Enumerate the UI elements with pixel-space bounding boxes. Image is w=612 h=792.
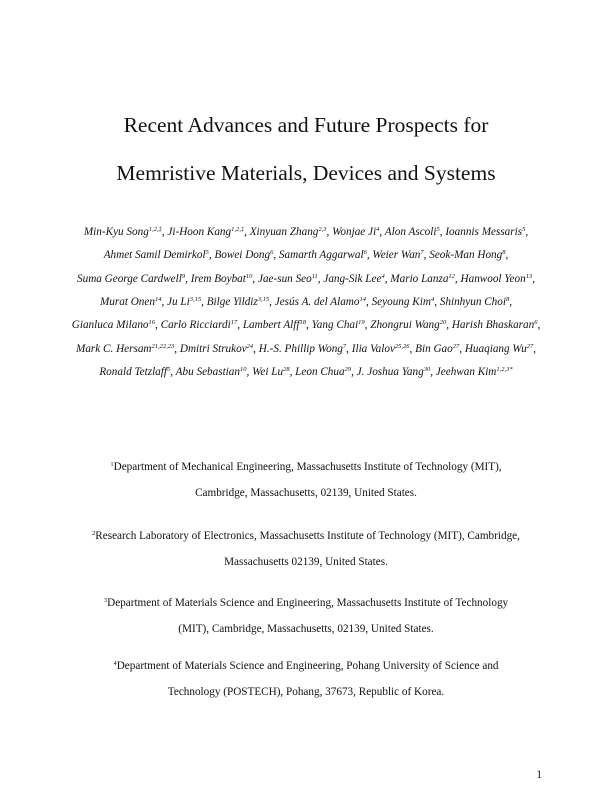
author <box>167 226 247 238</box>
author-affiliation-marks: 28 <box>283 366 290 374</box>
affiliation-1 <box>40 461 572 500</box>
author-name: Irem Boybat <box>190 272 246 285</box>
author-name: Hanwool Yeon <box>460 272 526 285</box>
affiliation-3 <box>40 597 572 636</box>
author <box>99 366 173 378</box>
author-separator: , <box>365 296 369 309</box>
author-name: Wonjae Ji <box>332 226 377 238</box>
author <box>352 343 413 355</box>
author-separator: , <box>459 342 463 355</box>
author-affiliation-marks: 25,26 <box>394 342 410 350</box>
author-separator: , <box>525 226 529 238</box>
author-affiliation-marks: 21,22,23 <box>151 342 175 350</box>
author-affiliation-marks: 10 <box>245 272 253 280</box>
author-separator: , <box>244 226 247 238</box>
author-name: Jesús A. del Alamo <box>274 296 360 309</box>
author-separator: , <box>379 226 383 238</box>
author-separator: , <box>253 342 256 355</box>
author-name: Huaqiang Wu <box>464 342 527 355</box>
affiliation-number: 2 <box>92 530 96 537</box>
author <box>461 273 535 285</box>
author <box>445 226 528 238</box>
author-affiliation-marks: 27 <box>526 342 534 350</box>
author-separator: , <box>446 319 450 332</box>
author <box>440 296 512 308</box>
author-affiliation-marks: 29 <box>344 366 352 374</box>
author <box>243 319 309 331</box>
author-separator: , <box>505 249 509 262</box>
author-name: J. Joshua Yang <box>356 366 424 379</box>
author <box>429 249 508 261</box>
author-separator: , <box>351 366 354 379</box>
author-affiliation-marks: 10 <box>239 366 247 374</box>
author-separator: , <box>208 249 212 262</box>
author-name: Carlo Ricciardi <box>160 319 231 332</box>
affiliation-line: Department of Materials Science and Engineering, Pohang University of Science and <box>116 660 499 672</box>
author-name: Alon Ascoli <box>384 226 437 238</box>
author-affiliation-marks: 16 <box>148 319 156 327</box>
author <box>167 296 204 308</box>
author-name: Yang Chai <box>311 319 359 332</box>
author-name: Ronald Tetzlaff <box>99 366 167 379</box>
author-affiliation-marks: 3,15 <box>189 296 202 304</box>
affiliation-number: 4 <box>113 660 117 667</box>
author-name: Gianluca Milano <box>71 319 149 332</box>
author <box>295 366 354 378</box>
affiliation-number: 1 <box>110 461 114 468</box>
author-name: Harish Bhaskaran <box>451 319 535 332</box>
author-separator: , <box>306 319 309 332</box>
author-name: Murat Onen <box>99 296 155 309</box>
author-separator: , <box>252 272 256 285</box>
author-name: Lambert Alff <box>242 319 300 332</box>
author <box>176 366 250 378</box>
paper-title-line-1: Recent Advances and Future Prospects for <box>123 113 489 137</box>
author <box>332 226 382 238</box>
author <box>312 319 368 331</box>
author <box>390 273 457 285</box>
author <box>252 366 292 378</box>
author-affiliation-marks: 6 <box>534 319 538 327</box>
author-name: Abu Sebastian <box>175 366 240 379</box>
affiliation-line: Cambridge, Massachusetts, 02139, United States. <box>195 487 417 499</box>
author-separator: , <box>273 249 277 262</box>
author-separator: , <box>434 296 437 309</box>
author-name: Min-Kyu Song <box>83 226 149 238</box>
author <box>104 249 212 261</box>
author <box>385 226 443 238</box>
author-separator: , <box>185 272 188 285</box>
author <box>180 343 256 355</box>
author-list <box>70 221 542 384</box>
author-name: Seok-Man Hong <box>429 249 503 262</box>
author-separator: , <box>532 272 535 285</box>
author-separator: , <box>346 342 349 355</box>
author-separator: , <box>533 342 536 355</box>
author-name: Bowei Dong <box>214 249 271 262</box>
affiliation-line: Technology (POSTECH), Pohang, 37673, Republic of Korea. <box>167 686 445 698</box>
author-separator: , <box>430 366 433 379</box>
author <box>372 249 426 261</box>
author-separator: , <box>161 226 165 238</box>
author-separator: , <box>237 319 241 332</box>
author <box>258 273 321 285</box>
author <box>84 226 165 238</box>
paper-title-line-2: Memristive Materials, Devices and Systems <box>116 161 496 185</box>
author-affiliation-marks: 27 <box>452 342 460 350</box>
author-name: Ioannis Messaris <box>445 226 523 238</box>
author-name: Mark C. Hersam <box>76 342 152 355</box>
author-separator: , <box>269 296 272 309</box>
affiliation-2 <box>40 530 572 569</box>
author-affiliation-marks: 14 <box>154 296 162 304</box>
author-name: Leon Chua <box>295 366 345 379</box>
author-separator: , <box>246 366 250 379</box>
author-name: Weier Wan <box>372 249 421 262</box>
affiliation-number: 3 <box>103 597 108 604</box>
author-name: Ju Li <box>167 296 190 309</box>
author <box>77 273 188 285</box>
author-separator: , <box>170 366 174 379</box>
affiliation-line: Research Laboratory of Electronics, Massachusetts Institute of Technology (MIT), Cambridge, <box>95 530 520 542</box>
author-affiliation-marks: 6 <box>363 249 367 257</box>
author-separator: , <box>289 366 293 379</box>
author <box>275 296 369 308</box>
author-name: Bin Gao <box>415 342 453 355</box>
author-affiliation-marks: 1,2,3* <box>496 366 513 374</box>
author-separator: , <box>317 272 321 285</box>
author-separator: , <box>537 319 541 332</box>
author-affiliation-marks: 1,2,‡ <box>148 226 162 233</box>
author-separator: , <box>174 342 178 355</box>
author-name: Zhongrui Wang <box>370 319 440 332</box>
author-affiliation-marks: 2,3 <box>318 226 327 233</box>
author <box>161 319 240 331</box>
author <box>76 343 177 355</box>
author-affiliation-marks: 8 <box>505 296 510 304</box>
page-number: 1 <box>536 769 542 781</box>
author-affiliation-marks: 9 <box>181 272 186 280</box>
author-name: Seyoung Kim <box>371 296 431 309</box>
author-affiliation-marks: 7 <box>342 342 347 350</box>
author-separator: , <box>326 226 330 238</box>
author-affiliation-marks: 6 <box>270 249 274 257</box>
author-affiliation-marks: 8 <box>502 249 506 257</box>
author-affiliation-marks: 13 <box>525 272 533 280</box>
author-separator: , <box>409 342 413 355</box>
author-name: Shinhyun Choi <box>439 296 506 309</box>
author <box>452 319 540 331</box>
author <box>465 343 536 355</box>
author <box>250 226 330 238</box>
author-separator: , <box>366 249 370 262</box>
author-name: Mario Lanza <box>390 272 449 285</box>
author <box>279 249 370 261</box>
author-affiliation-marks: 24 <box>246 342 254 350</box>
author-name: Ji-Hoon Kang <box>167 226 232 238</box>
author-affiliation-marks: 5 <box>522 226 526 233</box>
author <box>357 366 433 378</box>
author-affiliation-marks: 3,15 <box>257 296 270 304</box>
author-name: Wei Lu <box>252 366 284 379</box>
author <box>415 343 462 355</box>
author-name: Xinyuan Zhang <box>249 226 319 238</box>
author-affiliation-marks: 18 <box>299 319 306 327</box>
affiliation-line: Department of Mechanical Engineering, Massachusetts Institute of Technology (MIT), <box>113 461 502 473</box>
author-name: Ahmet Samil Demirkol <box>103 249 206 262</box>
author-affiliation-marks: 4 <box>430 296 435 304</box>
author-affiliation-marks: 7 <box>420 249 424 257</box>
author-name: Jae-sun Seo <box>257 272 312 285</box>
author <box>372 296 437 308</box>
author-affiliation-marks: 17 <box>230 319 238 327</box>
author <box>191 273 256 285</box>
author-name: Suma George Cardwell <box>77 272 182 285</box>
author <box>323 273 387 285</box>
author-affiliation-marks: 4 <box>381 272 385 280</box>
author-affiliation-marks: 20 <box>439 319 447 327</box>
author-separator: , <box>364 319 368 332</box>
author-affiliation-marks: 19 <box>358 319 365 327</box>
author-separator: , <box>201 296 204 309</box>
author-affiliation-marks: 1,2,‡ <box>231 226 245 233</box>
author <box>370 319 449 331</box>
author-affiliation-marks: 5 <box>205 249 209 257</box>
author-affiliation-marks: 5 <box>167 366 171 374</box>
author-name: Jeehwan Kim <box>435 366 497 379</box>
author-affiliation-marks: 4 <box>376 226 380 233</box>
author <box>100 296 164 308</box>
author-affiliation-marks: 30 <box>423 366 431 374</box>
author-name: Ilia Valov <box>351 342 395 355</box>
affiliation-line: Massachusetts 02139, United States. <box>224 556 388 568</box>
author <box>214 249 276 261</box>
affiliation-line: (MIT), Cambridge, Massachusetts, 02139, United States. <box>178 623 434 635</box>
author-affiliation-marks: 11 <box>311 272 318 280</box>
author-name: Jang-Sik Lee <box>323 272 382 285</box>
author <box>72 319 158 331</box>
author-name: H.-S. Phillip Wong <box>258 342 343 355</box>
affiliation-4 <box>40 660 572 699</box>
author <box>207 296 272 308</box>
author-affiliation-marks: 12 <box>448 272 455 280</box>
author-separator: , <box>384 272 388 285</box>
author-separator: , <box>454 272 458 285</box>
author-name: Samarth Aggarwal <box>278 249 364 262</box>
affiliation-line: Department of Materials Science and Engineering, Massachusetts Institute of Technology <box>107 597 509 609</box>
author-name: Bilge Yildiz <box>206 296 258 309</box>
author <box>436 366 513 378</box>
author-separator: , <box>423 249 427 262</box>
author-affiliation-marks: 14 <box>359 296 366 304</box>
author-affiliation-marks: 5 <box>436 226 440 233</box>
author-separator: , <box>161 296 165 309</box>
author <box>259 343 349 355</box>
author-separator: , <box>509 296 513 309</box>
author-separator: , <box>439 226 443 238</box>
author-separator: , <box>155 319 158 332</box>
author-name: Dmitri Strukov <box>179 342 247 355</box>
